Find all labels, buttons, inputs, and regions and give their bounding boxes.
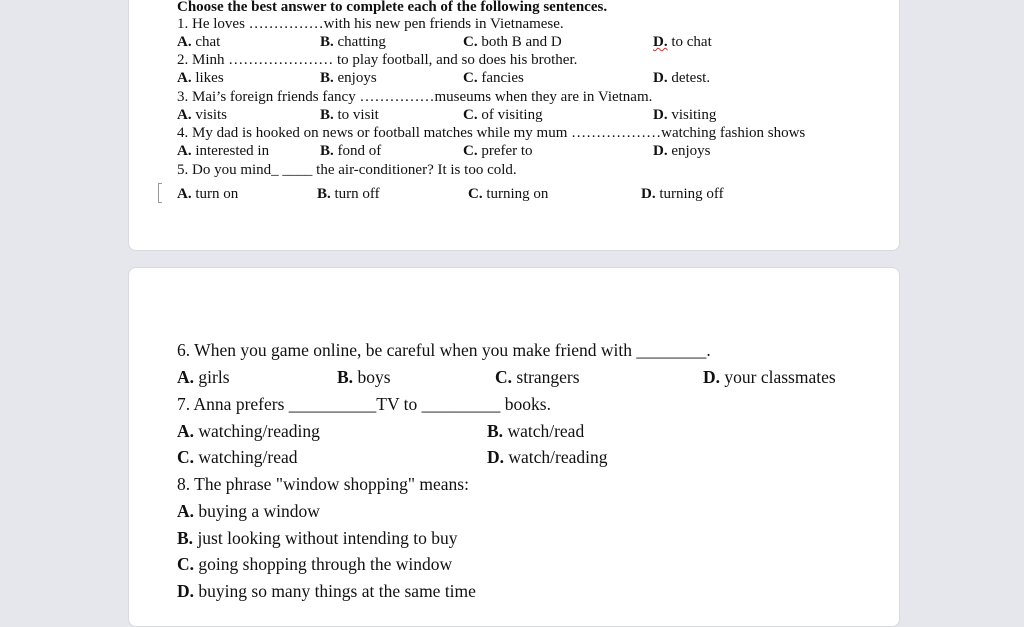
q4-option-c: C. prefer to (463, 143, 533, 159)
q8-option-d: D. buying so many things at the same time (177, 581, 476, 601)
q3-option-c: C. of visiting (463, 107, 543, 123)
question-3-stem: 3. Mai’s foreign friends fancy ……………museums when they are in Vietnam. (177, 89, 653, 105)
q5-option-b: B. turn off (317, 186, 380, 202)
question-5-stem: 5. Do you mind_ ____ the air-conditioner? It is too cold. (177, 162, 517, 178)
q3-option-d: D. visiting (653, 107, 717, 123)
q6-option-b: B. boys (337, 367, 391, 387)
q1-option-b: B. chatting (320, 34, 386, 50)
q7-option-a: A. watching/reading (177, 421, 320, 441)
q8-option-b: B. just looking without intending to buy (177, 528, 458, 548)
q5-option-a: A. turn on (177, 186, 239, 202)
question-7-stem: 7. Anna prefers __________TV to _________ books. (177, 394, 551, 414)
q8-option-c: C. going shopping through the window (177, 554, 453, 574)
q7-option-c: C. watching/read (177, 447, 298, 467)
q7-option-b: B. watch/read (487, 421, 585, 441)
question-2-stem: 2. Minh ………………… to play football, and so does his brother. (177, 52, 578, 68)
q5-option-d: D. turning off (641, 186, 724, 202)
q8-option-a: A. buying a window (177, 501, 320, 521)
q4-option-a: A. interested in (177, 143, 270, 159)
q1-option-d: D. to chat (653, 34, 712, 50)
text-cursor-marker (158, 183, 162, 203)
q1-option-a: A. chat (177, 34, 221, 50)
question-6-stem: 6. When you game online, be careful when you make friend with ________. (177, 340, 711, 360)
q5-option-c: C. turning on (468, 186, 549, 202)
q3-option-a: A. visits (177, 107, 228, 123)
q2-option-d: D. detest. (653, 70, 711, 86)
q6-option-c: C. strangers (495, 367, 580, 387)
q4-option-b: B. fond of (320, 143, 382, 159)
document-page-1 (128, 0, 900, 251)
document-page-2 (128, 267, 900, 627)
q2-option-c: C. fancies (463, 70, 524, 86)
q7-option-d: D. watch/reading (487, 447, 608, 467)
q6-option-a: A. girls (177, 367, 230, 387)
instructions-heading: Choose the best answer to complete each of the following sentences. (177, 0, 608, 15)
question-1-stem: 1. He loves ……………with his new pen friends in Vietnamese. (177, 16, 564, 32)
q6-option-d: D. your classmates (703, 367, 836, 387)
question-4-stem: 4. My dad is hooked on news or football matches while my mum ………………watching fashion shows (177, 125, 806, 141)
q2-option-b: B. enjoys (320, 70, 377, 86)
q4-option-d: D. enjoys (653, 143, 711, 159)
q1-option-c: C. both B and D (463, 34, 562, 50)
q2-option-a: A. likes (177, 70, 224, 86)
q3-option-b: B. to visit (320, 107, 379, 123)
question-8-stem: 8. The phrase "window shopping" means: (177, 474, 469, 494)
